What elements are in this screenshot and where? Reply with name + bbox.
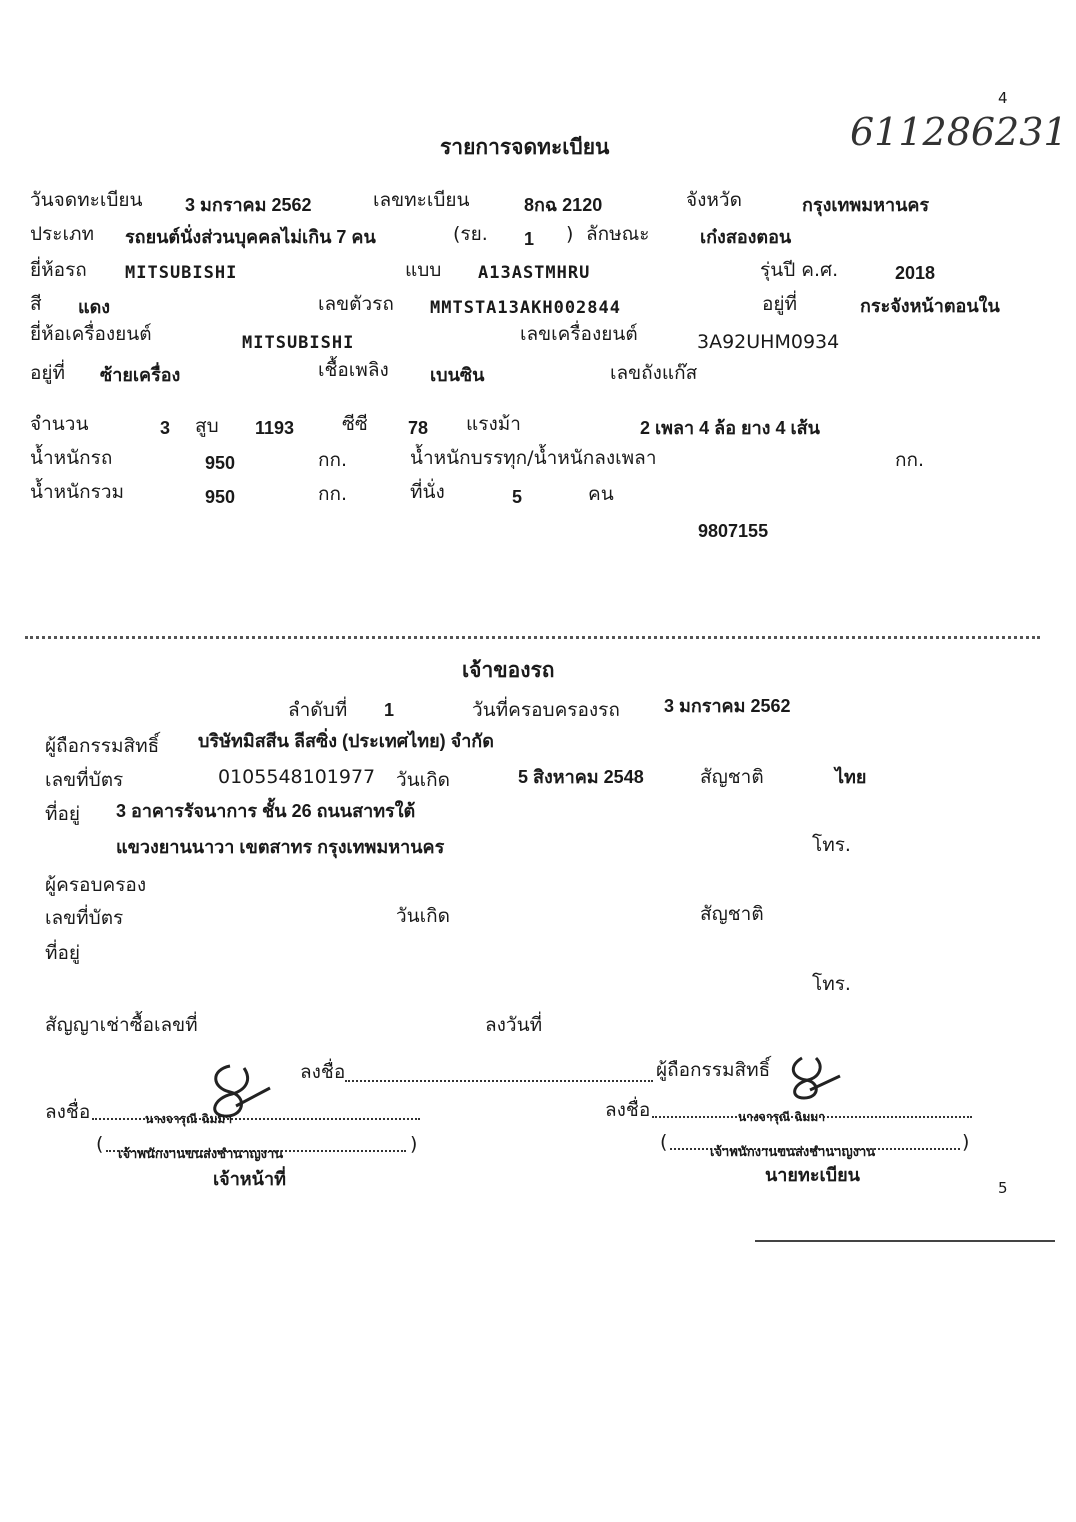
engine-number-label: เลขเครื่องยนต์	[520, 323, 638, 345]
right-signer-role: นายทะเบียน	[765, 1165, 860, 1185]
fuel-label: เชื้อเพลิง	[318, 359, 389, 381]
hp-value: 78	[408, 418, 429, 438]
right-signature-mark	[780, 1052, 850, 1104]
possessor-telephone-label: โทร.	[812, 973, 851, 995]
year-value: 2018	[895, 263, 936, 283]
bottom-rule	[755, 1240, 1055, 1242]
sequence-label: ลำดับที่	[288, 699, 348, 721]
right-paren-close: )	[962, 1131, 970, 1153]
right-paren-open: (	[660, 1131, 668, 1153]
year-label: รุ่นปี ค.ศ.	[760, 259, 839, 281]
holder-sign-label: ลงชื่อ	[300, 1061, 346, 1083]
perforation-line	[25, 636, 1040, 639]
address-line-1: 3 อาคารรัจนาการ ชั้น 26 ถนนสาทรใต้	[116, 801, 416, 821]
page-number-top: 4	[998, 89, 1008, 107]
hp-label: แรงม้า	[466, 413, 521, 435]
reg-date-label: วันจดทะเบียน	[30, 189, 143, 211]
model-value: A13ASTMHRU	[478, 263, 591, 283]
id-card-value: 0105548101977	[218, 766, 376, 788]
engine-number-value: 3A92UHM0934	[697, 331, 840, 353]
registration-title: รายการจดทะเบียน	[440, 135, 610, 159]
brand-label: ยี่ห้อรถ	[30, 259, 87, 281]
weight-label: น้ำหนักรถ	[30, 447, 113, 469]
weight-value: 950	[205, 453, 236, 473]
gross-weight-unit: กก.	[318, 483, 348, 505]
document-number: 9807155	[698, 521, 769, 541]
owner-title: เจ้าของรถ	[462, 658, 555, 682]
type-label: ประเภท	[30, 223, 95, 245]
engine-brand-label: ยี่ห้อเครื่องยนต์	[30, 323, 152, 345]
address-label: ที่อยู่	[45, 803, 81, 825]
right-signer-position: เจ้าพนักงานขนส่งชำนาญงาน	[710, 1145, 876, 1160]
color-value: แดง	[78, 297, 111, 317]
holder-value: บริษัทมิสสีน ลีสซิ่ง (ประเทศไทย) จำกัด	[198, 731, 494, 751]
cc-value: 1193	[255, 418, 295, 438]
color-label: สี	[30, 293, 42, 315]
persons-label: คน	[588, 483, 614, 505]
reg-date-value: 3 มกราคม 2562	[185, 195, 312, 215]
contract-date-label: ลงวันที่	[485, 1014, 543, 1036]
vin-location-value: กระจังหน้าตอนใน	[860, 296, 1000, 316]
weight-unit: กก.	[318, 449, 348, 471]
left-signer-name: นางจารุณี ฉิมมา	[145, 1112, 233, 1126]
province-value: กรุงเทพมหานคร	[802, 195, 930, 215]
gross-weight-value: 950	[205, 487, 236, 507]
possession-date-label: วันที่ครอบครองรถ	[472, 699, 620, 721]
id-card-label: เลขที่บัตร	[45, 769, 124, 791]
nationality-label: สัญชาติ	[700, 766, 764, 788]
possessor-id-label: เลขที่บัตร	[45, 907, 124, 929]
address-line-2: แขวงยานนาวา เขตสาทร กรุงเทพมหานคร	[116, 837, 445, 857]
possessor-nationality-label: สัญชาติ	[700, 903, 764, 925]
axles-wheels-value: 2 เพลา 4 ล้อ ยาง 4 เส้น	[640, 418, 820, 438]
style-value: เก๋งสองตอน	[700, 227, 792, 247]
engine-brand-value: MITSUBISHI	[242, 333, 355, 353]
plate-value: 8กฉ 2120	[524, 195, 603, 215]
cylinders-value: 3	[160, 418, 171, 438]
seats-label: ที่นั่ง	[410, 481, 445, 503]
plate-label: เลขทะเบียน	[373, 189, 470, 211]
holder-label: ผู้ถือกรรมสิทธิ์	[45, 735, 160, 757]
dob-value: 5 สิงหาคม 2548	[518, 767, 644, 787]
contract-number-label: สัญญาเช่าซื้อเลขที่	[45, 1014, 198, 1036]
left-paren-close: )	[410, 1133, 418, 1155]
left-sign-label: ลงชื่อ	[45, 1101, 91, 1123]
left-signer-role: เจ้าหน้าที่	[213, 1169, 286, 1189]
holder-sign-line	[345, 1080, 653, 1082]
fuel-value: เบนซิน	[430, 365, 485, 385]
possession-date-value: 3 มกราคม 2562	[664, 696, 791, 716]
left-paren-open: (	[96, 1133, 104, 1155]
possessor-dob-label: วันเกิด	[396, 905, 450, 927]
possessor-label: ผู้ครอบครอง	[45, 874, 147, 896]
vin-location-label: อยู่ที่	[762, 293, 798, 315]
seats-value: 5	[512, 487, 523, 507]
cc-label: ซีซี	[342, 413, 368, 435]
right-sign-label: ลงชื่อ	[605, 1099, 651, 1121]
possessor-address-label: ที่อยู่	[45, 942, 81, 964]
telephone-label: โทร.	[812, 834, 851, 856]
gas-tank-label: เลขถังแก๊ส	[610, 362, 698, 384]
class-close: )	[566, 223, 574, 245]
load-label: น้ำหนักบรรทุก/น้ำหนักลงเพลา	[410, 447, 657, 469]
cylinders-label: สูบ	[195, 415, 219, 437]
style-label: ลักษณะ	[586, 223, 650, 245]
sequence-value: 1	[384, 700, 395, 720]
handwritten-number: 611286231	[850, 110, 1068, 154]
count-label: จำนวน	[30, 413, 89, 435]
right-signer-name: นางจารุณี ฉิมมา	[738, 1110, 826, 1124]
province-label: จังหวัด	[686, 189, 742, 211]
page-number-bottom: 5	[998, 1179, 1008, 1197]
holder-role: ผู้ถือกรรมสิทธิ์	[656, 1059, 771, 1081]
gross-weight-label: น้ำหนักรวม	[30, 481, 125, 503]
nationality-value: ไทย	[835, 767, 867, 787]
engine-location-label: อยู่ที่	[30, 362, 66, 384]
left-sign-line	[92, 1118, 420, 1120]
class-number: 1	[524, 229, 535, 249]
dob-label: วันเกิด	[396, 769, 450, 791]
vin-value: MMTSTA13AKH002844	[430, 298, 621, 318]
vin-label: เลขตัวรถ	[318, 293, 394, 315]
load-unit: กก.	[895, 449, 925, 471]
class-open: (รย.	[453, 223, 488, 245]
left-signer-position: เจ้าพนักงานขนส่งชำนาญงาน	[118, 1147, 284, 1162]
type-value: รถยนต์นั่งส่วนบุคคลไม่เกิน 7 คน	[125, 227, 376, 247]
model-label: แบบ	[405, 259, 442, 281]
brand-value: MITSUBISHI	[125, 263, 238, 283]
engine-location-value: ซ้ายเครื่อง	[100, 365, 181, 385]
